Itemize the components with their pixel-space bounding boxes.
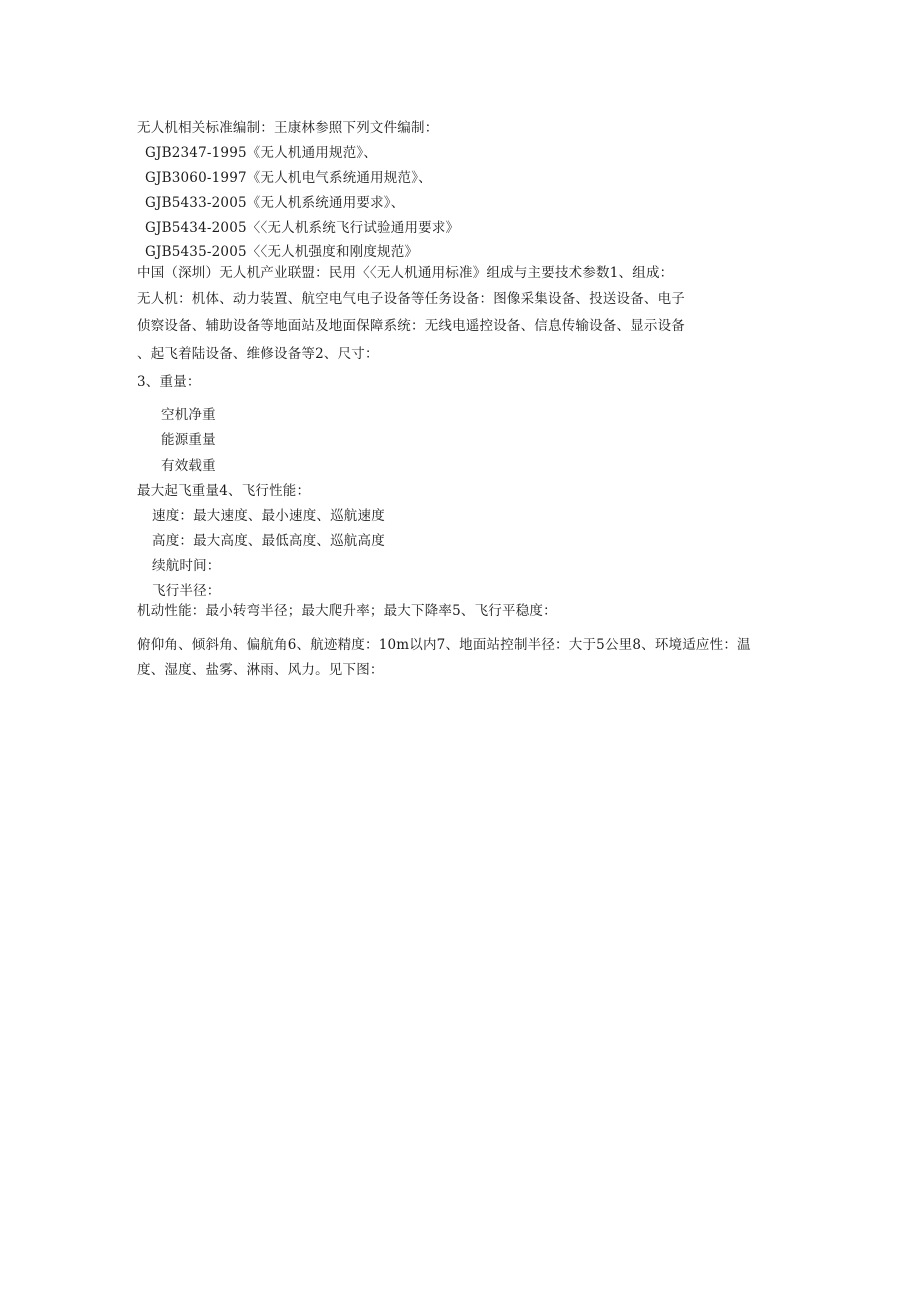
standard-gjb3060: GJB3060-1997《无人机电气系统通用规范》、: [145, 170, 432, 186]
performance-speed: 速度：最大速度、最小速度、巡航速度: [152, 508, 385, 524]
standard-gjb5434: GJB5434-2005〈〈无人机系统飞行试验通用要求》: [145, 220, 460, 236]
attitude-line-1: 俯仰角、倾斜角、偏航角6、航迹精度：10m以内7、地面站控制半径：大于5公里8、环境适应性：温: [137, 637, 751, 653]
composition-line-3: 、起飞着陆设备、维修设备等2、尺寸：: [137, 346, 379, 362]
weight-heading: 3、重量：: [137, 374, 201, 390]
attitude-line-2: 度、湿度、盐雾、淋雨、风力。见下图：: [137, 662, 384, 678]
standard-gjb5433: GJB5433-2005《无人机系统通用要求》、: [145, 195, 405, 211]
performance-radius: 飞行半径：: [152, 583, 221, 599]
alliance-line: 中国（深圳）无人机产业联盟：民用〈〈无人机通用标准》组成与主要技术参数1、组成：: [137, 265, 674, 281]
composition-line-1: 无人机：机体、动力装置、航空电气电子设备等任务设备：图像采集设备、投送设备、电子: [137, 291, 685, 307]
maneuver-line: 机动性能：最小转弯半径；最大爬升率；最大下降率5、飞行平稳度：: [137, 603, 557, 619]
composition-line-2: 侦察设备、辅助设备等地面站及地面保障系统：无线电遥控设备、信息传输设备、显示设备: [137, 318, 685, 334]
weight-payload: 有效载重: [161, 458, 216, 474]
weight-empty: 空机净重: [161, 407, 216, 423]
standard-gjb2347: GJB2347-1995《无人机通用规范》、: [145, 145, 378, 161]
max-takeoff-line: 最大起飞重量4、飞行性能：: [137, 483, 311, 499]
performance-altitude: 高度：最大高度、最低高度、巡航高度: [152, 533, 385, 549]
performance-endurance: 续航时间：: [152, 558, 221, 574]
intro-line: 无人机相关标准编制：王康林参照下列文件编制：: [137, 120, 439, 136]
standard-gjb5435: GJB5435-2005〈〈无人机强度和刚度规范》: [145, 244, 419, 260]
weight-energy: 能源重量: [161, 432, 216, 448]
